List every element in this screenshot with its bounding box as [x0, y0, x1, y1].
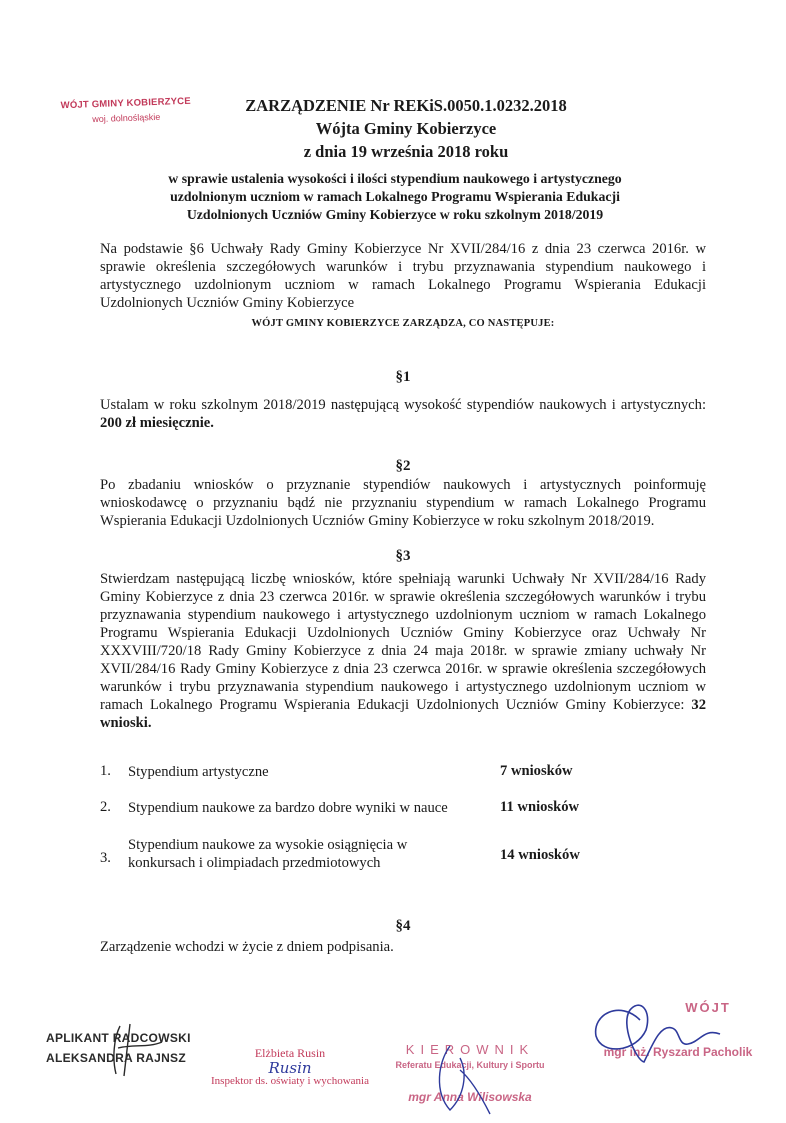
section-3-total: 32 wnioski. [100, 697, 706, 731]
document-subject [120, 170, 670, 224]
list-item-number: 1. [100, 763, 111, 779]
section-3-body: Stwierdzam następującą liczbę wniosków, które spełniają warunki Uchwały Nr XVII/284/16 Rady Gminy Kobierzyce z dnia 23 czerwca 2016r. w sprawie określenia szczegółowych warunków i trybu przyznawania stypendium naukowego i artystycznego uzdolnionym uczniom w ramach Lokalnego Programu Wspierania Edukacji Uzdolnionych Uczniów Gminy Kobierzyce oraz Uchwały Nr XXXVIII/720/18 Rady Gminy Kobierzyce z dnia 24 maja 2018r. w sprawie zmiany uchwały Nr XVII/284/16 Rady Gminy Kobierzyce z dnia 23 czerwca 2016r. w sprawie określenia szczegółowych warunków i trybu przyznawania stypendium naukowego i artystycznego uzdolnionym uczniom w ramach Lokalnego Programu Wspierania Edukacji Uzdolnionych Uczniów Gminy Kobierzyce: [100, 571, 706, 713]
inspector-name: Elżbieta Rusin [254, 1046, 326, 1060]
head-signature [420, 1040, 510, 1120]
section-1-body: Ustalam w roku szkolnym 2018/2019 następującą wysokość stypendiów naukowych i artystycznych: [100, 397, 706, 413]
mayor-title: WÓJT [685, 1000, 731, 1015]
list-item-count: 11 wniosków [500, 799, 580, 815]
applicant-signature [100, 1018, 200, 1078]
section-4-heading: §4 [395, 918, 411, 934]
section-3-heading: §3 [395, 548, 411, 564]
list-item-count: 14 wniosków [500, 847, 580, 863]
applicant-title: APLIKANT RADCOWSKI [46, 1031, 191, 1045]
office-stamp-line1: WÓJT GMINY KOBIERZYCE [60, 95, 192, 112]
section-1-text [100, 396, 706, 432]
orders-heading: WÓJT GMINY KOBIERZYCE ZARZĄDZA, CO NASTĘPUJE: [251, 318, 555, 329]
mayor-signature [580, 990, 750, 1070]
inspector-stamp [190, 1046, 390, 1087]
section-4-text: Zarządzenie wchodzi w życie z dniem podpisania. [100, 939, 394, 955]
inspector-role: Inspektor ds. oświaty i wychowania [211, 1075, 369, 1087]
document-title: ZARZĄDZENIE Nr REKiS.0050.1.0232.2018 [245, 96, 567, 115]
mayor-name: mgr inż. Ryszard Pacholik [603, 1045, 753, 1059]
section-1-heading: §1 [395, 369, 411, 385]
section-3-text [100, 570, 706, 732]
document-date: z dnia 19 września 2018 roku [303, 142, 509, 161]
section-2-text: Po zbadaniu wniosków o przyznanie stypendiów naukowych i artystycznych poinformuję wnioskodawcę o przyznaniu bądź nie przyznaniu stypendium w ramach Lokalnego Programu Wspierania Edukacji Uzdolnionych Uczniów Gminy Kobierzyce w roku szkolnym 2018/2019. [100, 477, 706, 529]
subject-line: Uzdolnionych Uczniów Gminy Kobierzyce w roku szkolnym 2018/2019 [186, 207, 604, 222]
office-stamp-line2: woj. dolnośląskie [92, 111, 161, 125]
document-issuer: Wójta Gminy Kobierzyce [315, 119, 497, 138]
section-1-amount: 200 zł miesięcznie. [100, 415, 214, 431]
inspector-signature: Rusin [268, 1059, 312, 1077]
office-stamp [46, 95, 207, 126]
head-name: mgr Anna Wilisowska [408, 1090, 532, 1104]
list-item-number: 2. [100, 799, 111, 815]
list-item-label: Stypendium naukowe za wysokie osiągnięcia w konkursach i olimpiadach przedmiotowych [128, 837, 408, 871]
list-item-label: Stypendium naukowe za bardzo dobre wyniki w nauce [128, 800, 448, 816]
preamble: Na podstawie §6 Uchwały Rady Gminy Kobierzyce Nr XVII/284/16 z dnia 23 czerwca 2016r. w sprawie określenia szczegółowych warunków i trybu przyznawania stypendium naukowego i artystycznego uzdolnionym uczniom w ramach Lokalnego Programu Wspierania Edukacji Uzdolnionych Uczniów Gminy Kobierzyce [100, 241, 706, 311]
head-title: KIEROWNIK [405, 1042, 535, 1057]
section-2-heading: §2 [395, 458, 411, 474]
subject-line: uzdolnionym uczniom w ramach Lokalnego Programu Wspierania Edukacji [170, 189, 620, 204]
list-item-count: 7 wniosków [500, 763, 573, 779]
list-item-number: 3. [100, 850, 111, 866]
subject-line: w sprawie ustalenia wysokości i ilości stypendium naukowego i artystycznego [168, 171, 622, 186]
head-department: Referatu Edukacji, Kultury i Sportu [395, 1060, 545, 1070]
applicant-name: ALEKSANDRA RAJNSZ [46, 1051, 186, 1065]
list-item-label: Stypendium artystyczne [128, 764, 269, 780]
